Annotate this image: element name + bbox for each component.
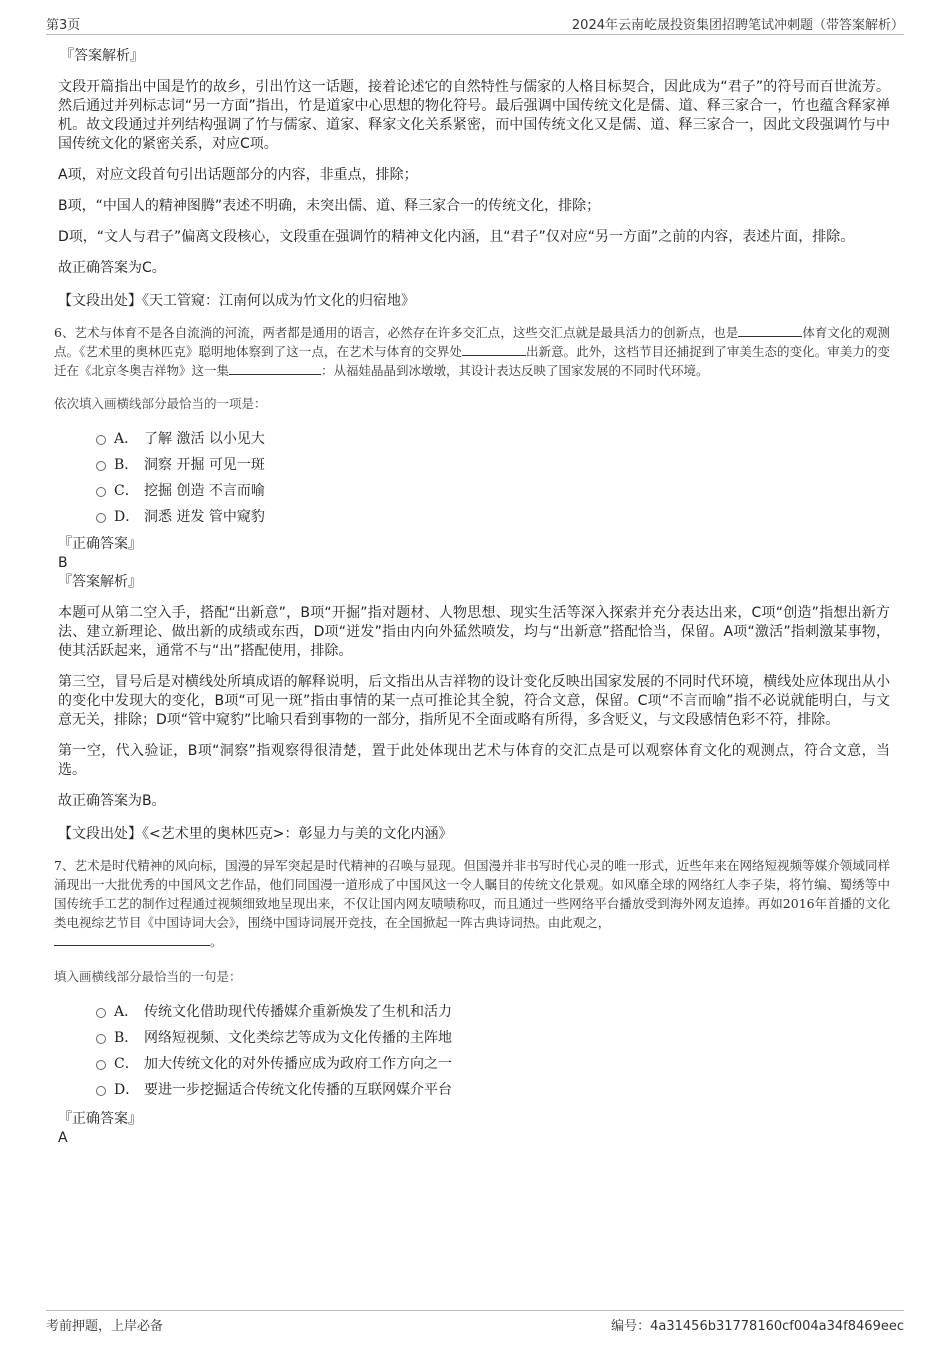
q5-source: 【文段出处】《天工管窥：江南何以成为竹文化的归宿地》 [58, 293, 415, 309]
q6-option-a[interactable]: A． 了解 激活 以小见大 [96, 426, 890, 452]
q7-prompt: 填入画横线部分最恰当的一句是： [54, 969, 242, 984]
document-title: 2024年云南屹晟投资集团招聘笔试冲刺题（带答案解析） [571, 18, 904, 33]
q6-correct-label: 『正确答案』 [58, 536, 142, 552]
q6-stem [54, 323, 890, 380]
page-content [54, 46, 890, 1147]
radio-icon[interactable] [96, 1034, 106, 1044]
q7-option-d[interactable]: D． 要进一步挖掘适合传统文化传播的互联网媒介平台 [96, 1077, 890, 1103]
q6-analysis-paragraph-1: 本题可从第二空入手，搭配“出新意”，B项“开掘”指对题材、人物思想、现实生活等深入探索并充分表达出来，C项“创造”指想出新方法、建立新理论、做出新的成绩或东西，D项“迸发”指由内向外猛然喷发，均与“出新意”搭配恰当，保留。A项“激活”指刺激某事物，使其活跃起来，通常不与“出”搭配使用，排除。 [58, 605, 890, 659]
q7-option-c[interactable]: C． 加大传统文化的对外传播应成为政府工作方向之一 [96, 1051, 890, 1077]
q6-stem-part-3: 出新意。此外，这档节目还捕捉到了审美生态的变化。审美力的变迁在《北京冬奥吉祥物》这一集 [54, 344, 890, 378]
q6-option-b[interactable]: B． 洞察 开掘 可见一斑 [96, 452, 890, 478]
q5-analysis-paragraph-3: B项，“中国人的精神图腾”表述不明确，未突出儒、道、释三家合一的传统文化，排除； [58, 198, 601, 214]
q6-stem-part-4: ：从福娃晶晶到冰墩墩，其设计表达反映了国家发展的不同时代环境。 [321, 363, 709, 378]
q7-correct-label: 『正确答案』 [58, 1111, 142, 1127]
q6-analysis-paragraph-2: 第三空，冒号后是对横线处所填成语的解释说明，后文指出从吉祥物的设计变化反映出国家发展的不同时代环境，横线处应体现出从小的变化中发现大的变化，B项“可见一斑”指由事情的某一点可推论其全貌，符合文意，保留。C项“不言而喻”指不必说就能明白，与文意无关，排除；D项“管中窥豹”比喻只看到事物的一部分，指所见不全面或略有所得，多含贬义，与文段感情色彩不符，排除。 [58, 674, 890, 728]
page-footer [46, 1310, 904, 1335]
q6-blank-3 [229, 362, 321, 375]
q6-options [96, 426, 890, 530]
q5-analysis-paragraph-4: D项，“文人与君子”偏离文段核心，文段重在强调竹的精神文化内涵，且“君子”仅对应“另一方面”之前的内容，表述片面，排除。 [58, 229, 855, 245]
q7-stem-text: 7、艺术是时代精神的风向标，国漫的异军突起是时代精神的召唤与显现。但国漫并非书写时代心灵的唯一形式，近些年来在网络短视频等媒介领域同样涌现出一大批优秀的中国风文艺作品，他们同国漫一道形成了中国风这一令人瞩目的传统文化景观。如风靡全球的网络红人李子柒，将竹编、蜀绣等中国传统手工艺的制作过程通过视频细致地呈现出来，不仅让国内网友啧啧称叹，而且通过一些网络平台播放受到海外网友追捧。再如2016年首播的文化类电视综艺节目《中国诗词大会》，围绕中国诗词展开竞技，在全国掀起一阵古典诗词热。由此观之， [54, 858, 890, 930]
q7-options [96, 999, 890, 1103]
page-header [46, 14, 904, 35]
radio-icon[interactable] [96, 1086, 106, 1096]
radio-icon[interactable] [96, 513, 106, 523]
q7-option-a[interactable]: A． 传统文化借助现代传播媒介重新焕发了生机和活力 [96, 999, 890, 1025]
page-number: 第3页 [46, 18, 81, 33]
q5-analysis-label: 『答案解析』 [60, 48, 144, 64]
q6-prompt: 依次填入画横线部分最恰当的一项是： [54, 396, 267, 411]
radio-icon[interactable] [96, 435, 106, 445]
radio-icon[interactable] [96, 487, 106, 497]
q6-analysis-paragraph-3: 第一空，代入验证，B项“洞察”指观察得很清楚，置于此处体现出艺术与体育的交汇点是可以观察体育文化的观测点，符合文意，当选。 [58, 743, 890, 778]
q6-stem-part-1: 6、艺术与体育不是各自流淌的河流，两者都是通用的语言，必然存在许多交汇点，这些交汇点就是最具活力的创新点，也是 [54, 325, 739, 340]
q6-stem-part-2: 体育文化的观测点。《艺术里的奥林匹克》聪明地体察到了这一点，在艺术与体育的交界处 [54, 325, 890, 359]
q6-blank-2 [462, 343, 526, 356]
q5-conclusion: 故正确答案为C。 [58, 260, 166, 276]
q7-option-b[interactable]: B． 网络短视频、文化类综艺等成为文化传播的主阵地 [96, 1025, 890, 1051]
q6-conclusion: 故正确答案为B。 [58, 793, 166, 809]
q6-option-c[interactable]: C． 挖掘 创造 不言而喻 [96, 478, 890, 504]
q6-source: 【文段出处】《<艺术里的奥林匹克>：彰显力与美的文化内涵》 [58, 826, 453, 842]
radio-icon[interactable] [96, 461, 106, 471]
q6-blank-1 [738, 324, 802, 337]
q6-option-d[interactable]: D． 洞悉 迸发 管中窥豹 [96, 504, 890, 530]
q5-analysis-paragraph-2: A项，对应文段首句引出话题部分的内容，非重点，排除； [58, 167, 418, 183]
q7-blank [54, 933, 210, 946]
q7-correct-answer: A [58, 1130, 68, 1146]
q7-stem: 7、艺术是时代精神的风向标，国漫的异军突起是时代精神的召唤与显现。但国漫并非书写时代心灵的唯一形式，近些年来在网络短视频等媒介领域同样涌现出一大批优秀的中国风文艺作品，他们同国漫一道形成了中国风这一令人瞩目的传统文化景观。如风靡全球的网络红人李子柒，将竹编、蜀绣等中国传统手工艺的制作过程通过视频细致地呈现出来，不仅让国内网友啧啧称叹，而且通过一些网络平台播放受到海外网友追捧。再如2016年首播的文化类电视综艺节目《中国诗词大会》，围绕中国诗词展开竞技，在全国掀起一阵古典诗词热。由此观之， 。 [54, 858, 890, 949]
footer-slogan: 考前押题，上岸必备 [46, 1319, 164, 1334]
q6-analysis-label: 『答案解析』 [58, 574, 142, 590]
radio-icon[interactable] [96, 1008, 106, 1018]
radio-icon[interactable] [96, 1060, 106, 1070]
q5-analysis-paragraph-1: 文段开篇指出中国是竹的故乡，引出竹这一话题，接着论述它的自然特性与儒家的人格目标契合，因此成为“君子”的符号而百世流芳。然后通过并列标志词“另一方面”指出，竹是道家中心思想的物化符号。最后强调中国传统文化是儒、道、释三家合一，竹也蕴含释家禅机。故文段通过并列结构强调了竹与儒家、道家、释家文化关系紧密，而中国传统文化又是儒、道、释三家合一，因此文段强调竹与中国传统文化的紧密关系，对应C项。 [58, 79, 890, 152]
footer-code: 编号：4a31456b31778160cf004a34f8469eec [611, 1319, 904, 1334]
q6-correct-answer: B [58, 555, 68, 571]
